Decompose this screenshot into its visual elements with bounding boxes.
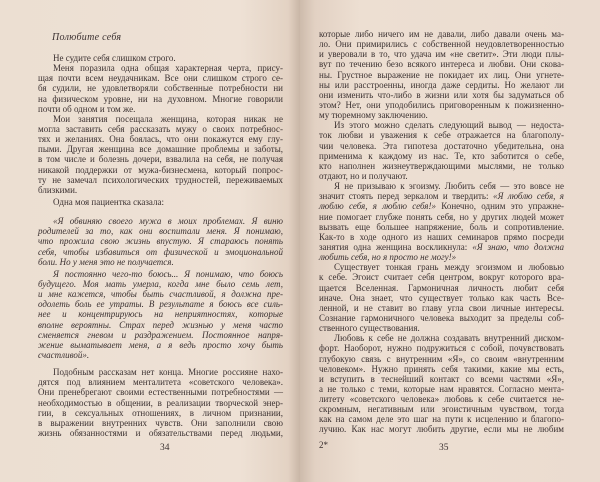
- text-line: ток любви и уважения к себе отражается на благополу-: [319, 130, 564, 141]
- text-line: лучию. Как нас могут любить другие, если мы не любим: [319, 424, 564, 435]
- text-line: глубокую связь с внутренним «Я», со своим «внутренним: [319, 353, 564, 364]
- text-line: нее и концентрируюсь на неприятностях, которые: [38, 309, 283, 320]
- signature-mark: 2*: [319, 440, 328, 450]
- text-line: что прожила свою жизнь впустую. Я стараюсь понять: [38, 236, 283, 247]
- left-page-text: [38, 53, 283, 438]
- text-line: необходимостью в общении, в реализации творческой энер-: [38, 397, 283, 408]
- chapter-heading: Полюбите себя: [52, 32, 122, 43]
- text-line: отдают, но и получают.: [319, 170, 408, 181]
- text-line: а не только с теми, которые нам нравятся. Согласно мента-: [319, 383, 564, 394]
- text-line: которые либо ничего им не давали, либо давали очень ма-: [319, 29, 564, 39]
- text-line: почти об одном и том же.: [38, 103, 136, 114]
- text-line: ны. Грустное выражение не покидает их лиц. Они угнете-: [319, 69, 564, 80]
- text-line: щается Вселенная. Гармоничная личность любит себя: [319, 282, 564, 293]
- paragraph: [319, 120, 564, 181]
- text-line: ны или расстроенны, иногда даже сердиты. Но желают ли: [319, 79, 564, 90]
- text-line: вызвать еще большее напряжение, боль и сопротивление.: [319, 221, 564, 232]
- text-line: сменяется гневом и раздражением. Постоянное напря-: [38, 329, 283, 340]
- text-line: и уверовали в то, что удача им «не светит». Эти люди плы-: [319, 49, 564, 60]
- text-line: пыми. Другая женщина все домашние проблемы и заботы,: [38, 144, 283, 155]
- text-line: они изменить что-либо в жизни или хотя бы задуматься об: [319, 89, 564, 100]
- text-line: му тюремному заключению.: [319, 110, 428, 121]
- text-line: применима к каждому из нас. Те, кто заботится о себе,: [319, 150, 564, 161]
- text-line: гии, в сексуальных отношениях, в личном признании,: [38, 407, 283, 418]
- text-line: кто наполнен жизнеутверждающими мыслями, не только: [319, 160, 564, 171]
- text-line: [319, 252, 564, 262]
- text-line: человеком». Нужно принять себя такими, какие мы есть,: [319, 363, 564, 374]
- paragraph: [319, 262, 564, 333]
- text-line: будущего. Моя мать умерла, когда мне было семь лет,: [38, 278, 283, 289]
- text-line: Существует тонкая грань между эгоизмом и любовью: [334, 262, 564, 273]
- text-line: никакой поддержки от мужа-бизнесмена, который попрос-: [38, 164, 283, 175]
- text-line: [319, 191, 564, 201]
- text-line: Мои занятия посещала женщина, которая никак не: [53, 113, 283, 124]
- text-line: и мне кажется, чтобы быть счастливой, я должна пре-: [38, 289, 283, 300]
- italic-text: «Я люблю себя, я: [492, 191, 564, 202]
- paragraph: [319, 29, 564, 120]
- text-line: в том числе и болезнь дочери, взвалила на себя, не получая: [38, 154, 283, 165]
- italic-text: «Я знаю, что должна: [472, 241, 564, 252]
- text-line: [319, 201, 564, 211]
- text-line: ло. Они примирились с собственной неудовлетворенностью: [319, 39, 564, 50]
- text-line: иначе. Она знает, что существует только как часть Все-: [319, 292, 564, 303]
- italic-text: любить себя, но я просто не могу!»: [319, 252, 457, 263]
- text-line: Меня поразила одна общая характерная черта, прису-: [53, 63, 283, 74]
- text-line: вполне вероятны. Страх перед жизнью у меня часто: [38, 319, 283, 330]
- text-line: вут по течению безо всякого интереса и любви. Они скова-: [319, 59, 564, 70]
- text-segment: значит стоять перед зеркалом и твердить:: [319, 191, 493, 202]
- text-line: счастливой».: [38, 349, 90, 360]
- paragraph: [319, 181, 564, 262]
- text-line: ту не замечал психологических трудностей, переживаемых: [38, 174, 283, 185]
- right-page: [300, 0, 600, 482]
- text-segment: занятия одна женщина воскликнула:: [319, 241, 473, 252]
- text-line: ние помогает глубже понять себя, но у других людей может: [319, 211, 564, 222]
- paragraph: [38, 367, 283, 438]
- page-number: 35: [439, 443, 449, 453]
- text-line: форт. Наоборот, нужно подружиться с собой, почувствовать: [319, 343, 564, 354]
- text-line: как на самом деле это шаг на пути к исцелению и благопо-: [319, 414, 564, 425]
- text-line: Они пренебрегают своими естественными потребностями —: [38, 387, 283, 398]
- text-line: ленной, и не ставит во главу угла свои личные интересы.: [319, 302, 564, 313]
- text-line: этом? Нет, они уподобились приговоренным к пожизненно-: [319, 99, 564, 110]
- text-line: жение выматывает меня, а я ведь просто хочу быть: [38, 339, 283, 350]
- text-line: к себе. Эгоист считает себя центром, вокруг которого вра-: [319, 272, 564, 283]
- text-line: Любовь к себе не должна создавать внутренний диском-: [334, 333, 564, 344]
- text-line: щая почти всем неудачникам. Все они слишком строго се-: [38, 73, 283, 84]
- quote-paragraph: [38, 269, 283, 360]
- text-line: могла заставить себя рассказать мужу о своих потребнос-: [38, 123, 283, 134]
- text-line: родителей за то, как они воспитали меня. Я понимаю,: [38, 226, 283, 237]
- text-line: литету «советского человека» любовь к себе считается не-: [319, 394, 564, 405]
- text-line: и вступить в теснейший контакт со всеми частями «Я»,: [319, 373, 564, 384]
- right-page-text: [319, 29, 564, 435]
- text-line: боли. Но у меня это не получается.: [38, 256, 174, 267]
- text-line: Сознание гармоничного человека выходит за пределы соб-: [319, 312, 564, 323]
- paragraph: [319, 333, 564, 434]
- page-number: 34: [160, 443, 170, 453]
- text-line: бя судили, не удовлетворяли собственные потребности ни: [38, 83, 283, 94]
- text-line: скромным, негативным или эгоистичным чувством, тогда: [319, 404, 564, 415]
- text-line: близкими.: [38, 184, 78, 195]
- text-line: на физическом уровне, ни на духовном. Многие говорили: [38, 93, 283, 104]
- paragraph: [38, 197, 283, 207]
- text-line: Как-то в ходе одного из наших семинаров прямо посреди: [319, 231, 564, 242]
- text-line: Из этого можно сделать следующий вывод — недоста-: [334, 120, 564, 131]
- text-line: одолеть боль ее утраты. В результате я боюсь все силь-: [38, 299, 283, 310]
- text-segment: Конечно, одним это упражне-: [435, 201, 564, 212]
- text-line: Подобным рассказам нет конца. Многие россияне нахо-: [53, 367, 283, 378]
- text-line: жизнь обязанностями и обязательствами перед людьми,: [38, 427, 283, 438]
- paragraph: [38, 53, 283, 63]
- text-line: в выражении внутренних чувств. Они заполнили свою: [38, 417, 283, 428]
- text-line: Я не призываю к эгоизму. Любить себя — это вовсе не: [334, 181, 564, 192]
- text-line: Я постоянно чего-то боюсь... Я понимаю, что боюсь: [53, 268, 283, 279]
- text-line: ственного существования.: [319, 323, 420, 334]
- text-line: тях и желаниях. Она боялась, что они покажутся ему глу-: [38, 134, 283, 145]
- italic-text: люблю себя, я люблю себя!»: [319, 201, 436, 212]
- quote-paragraph: [38, 216, 283, 267]
- text-line: дятся под влиянием менталитета «советского человека».: [38, 377, 283, 388]
- paragraph: [38, 114, 283, 195]
- text-line: себя, чтобы избавиться от физической и эмоциональной: [38, 246, 283, 257]
- text-line: [319, 242, 564, 252]
- text-line: Одна моя пациентка сказала:: [53, 196, 164, 207]
- text-line: «Я обвиняю своего мужа в моих проблемах. Я виню: [53, 216, 283, 227]
- text-line: Не судите себя слишком строго.: [53, 53, 176, 63]
- paragraph: [38, 63, 283, 114]
- text-line: чии человека. Эта гипотеза достаточно убедительна, она: [319, 140, 564, 151]
